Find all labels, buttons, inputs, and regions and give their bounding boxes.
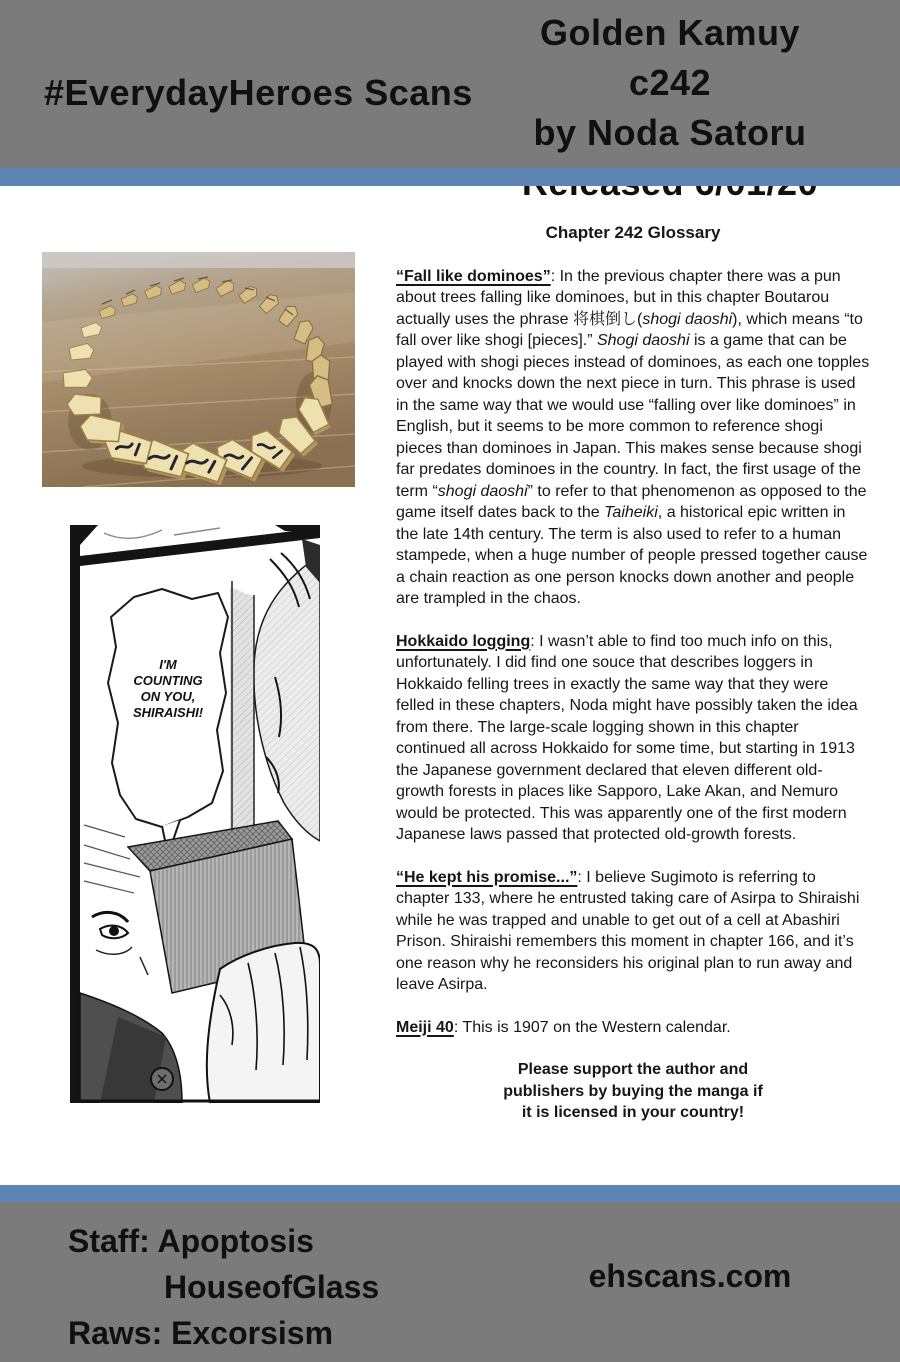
manga-panel-art <box>70 525 320 1103</box>
staff-line: HouseofGlass <box>164 1269 380 1305</box>
release-author: by Noda Satoru <box>533 112 807 153</box>
scan-group-name: #EverydayHeroes Scans <box>44 72 473 113</box>
bubble-line-2: COUNTING <box>133 673 203 688</box>
support-line-1: Please support the author and <box>517 1061 749 1078</box>
support-line-2: publishers by buying the manga if <box>503 1082 763 1100</box>
staff-line: Staff: Apoptosis <box>68 1223 314 1259</box>
glossary-paragraph-hokkaido-logging: Hokkaido logging: I wasn’t able to find too much info on this, unfortunately. I did find one souce that describes loggers in Hokkaido felling trees in exactly the same way that they were felled in these chapters, Noda might have possibly taken the idea from there. The large-scale logging shown in this chapter continued all across Hokkaido for some time, but starting in 1913 the Japanese government declared that eleven different old-growth forests in places like Sapporo, Lake Akan, and Nemuro would be protected. This was apparently one of the first modern Japanese laws passed that protected old-growth forests. <box>396 632 858 843</box>
glossary-title: Chapter 242 Glossary <box>545 223 721 242</box>
glossary-paragraph-fall-like-dominoes: “Fall like dominoes”: In the previous chapter there was a pun about trees falling like dominoes, but in this chapter Boutarou actually uses the phrase 将棋倒し(shogi daoshi), which means “to fall over like shogi [pieces].” Shogi daoshi is a game that can be played with shogi pieces instead of dominoes, as each one topples over and knocks down the next piece in turn. This phrase is used in the same way that we would use “falling over like dominoes” in English, but it seems to be more common to reference shogi pieces than dominoes in Japan. This makes sense because shogi far predates dominoes in the country. In fact, the first usage of the term “shogi daoshi” to refer to that phenomenon as opposed to the game itself dates back to the Taiheiki, a historical epic written in the late 14th century. The term is also used to refer to a human stampede, when a huge number of people pressed together cause a chain reaction as one person knocks down another and people are trampled in the chaos. <box>396 267 870 607</box>
header-band <box>0 0 900 168</box>
top-divider-bar <box>0 168 900 186</box>
bottom-divider-bar <box>0 1185 900 1202</box>
glossary-paragraph-he-kept-his-promise: “He kept his promise...”: I believe Sugimoto is referring to chapter 133, where he entrusted taking care of Asirpa to Shiraishi while he was trapped and unable to get out of a cell at Abashiri Prison. Shiraishi remembers this moment in chapter 166, and it’s one reason why he reconsiders his original plan to run away and leave Asirpa. <box>396 868 860 993</box>
manga-panel <box>70 525 320 1103</box>
support-line-3: it is licensed in your country! <box>521 1104 745 1121</box>
shogi-dominoes-photo <box>42 252 355 487</box>
glossary-paragraph-meiji-40: Meiji 40: This is 1907 on the Western calendar. <box>396 1018 731 1036</box>
bubble-line-4: SHIRAISHI! <box>132 705 204 720</box>
support-note <box>396 1059 870 1124</box>
hand <box>207 943 320 1103</box>
staff-credits <box>68 1218 379 1356</box>
release-title: Golden Kamuy c242 <box>539 12 801 103</box>
site-url: ehscans.com <box>588 1258 792 1294</box>
bubble-line-1: I'M <box>159 657 177 672</box>
raws-line: Raws: Excorsism <box>68 1315 334 1351</box>
shogi-photo-art <box>42 252 355 487</box>
bubble-line-3: ON YOU, <box>140 689 196 704</box>
glossary-section <box>396 222 870 1124</box>
